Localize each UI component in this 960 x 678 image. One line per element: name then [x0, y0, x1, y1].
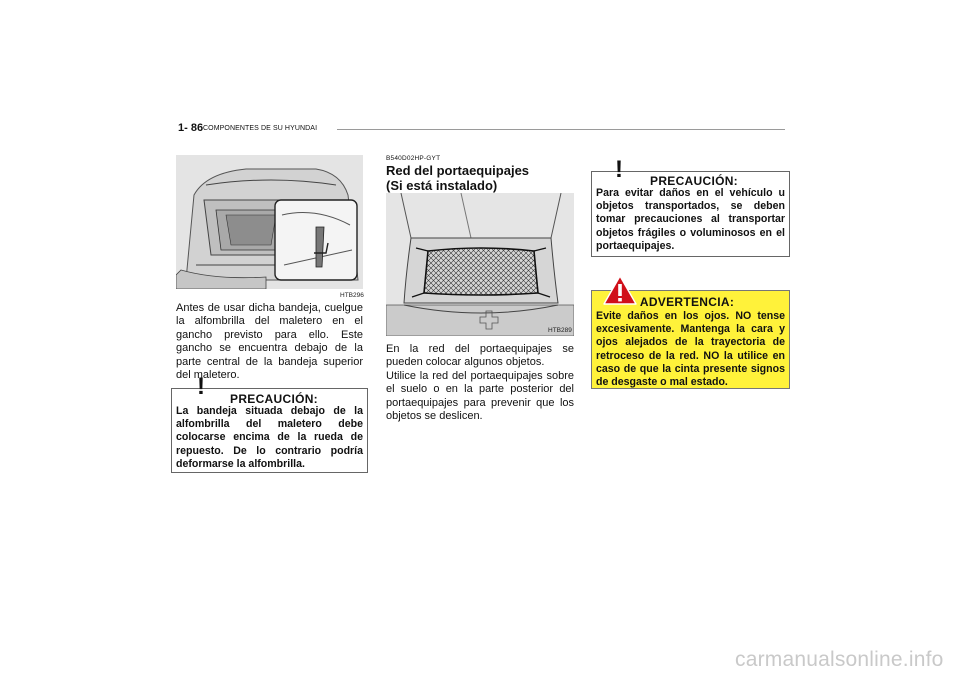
watermark: carmanualsonline.info — [735, 648, 944, 671]
caution-text-fragile: Para evitar daños en el vehículo u objetos transportados, se deben tomar precauciones al transportar objetos frágiles o voluminosos en el portaequipajes. — [596, 187, 785, 252]
warning-text: Evite daños en los ojos. NO tense excesivamente. Mantenga la cara y ojos alejados de la trayectoria de retroceso de la red. NO la utilice en caso de que la cinta presente signos de desgaste o mal estado. — [596, 310, 785, 389]
figure-code-htb289: HTB289 — [548, 327, 572, 334]
tray-paragraph-text: Antes de usar dicha bandeja, cuelgue la alfombrilla del maletero en el gancho previsto para ello. Este gancho se encuentra debajo de la parte central de la bandeja superior del maletero. — [176, 302, 363, 382]
cargo-net-paragraph-2: Utilice la red del portaequipajes sobre el suelo o en la parte posterior del portaequipajes para prevenir que los objetos se deslicen. — [386, 369, 574, 423]
header-divider — [337, 129, 785, 130]
caution-title-fragile: PRECAUCIÓN: — [650, 174, 738, 188]
cargo-net-figure — [386, 193, 574, 336]
cargo-net-paragraph-1: En la red del portaequipajes se pueden colocar algunos objetos. — [386, 343, 574, 369]
tray-paragraph — [176, 302, 363, 382]
section-title: COMPONENTES DE SU HYUNDAI — [203, 125, 318, 132]
caution-title: PRECAUCIÓN: — [230, 392, 318, 406]
cargo-net-title-line1: Red del portaequipajes — [386, 163, 530, 178]
trunk-tray-figure — [176, 155, 363, 289]
exclamation-icon: ! — [197, 373, 205, 400]
caution-text: La bandeja situada debajo de la alfombrilla del maletero debe colocarse encima de la rueda de repuesto. De lo contrario podría deformarse la alfombrilla. — [176, 405, 363, 470]
cargo-net-illustration — [386, 193, 574, 336]
trunk-tray-illustration — [176, 155, 363, 289]
cargo-net-title-line2: (Si está instalado) — [386, 178, 498, 193]
section-code: B540D02HP-GYT — [386, 155, 441, 162]
warning-title: ADVERTENCIA: — [639, 295, 735, 309]
page-number: 1- 86 — [178, 122, 204, 134]
cargo-net-paragraph — [386, 343, 574, 423]
figure-code-htb296: HTB296 — [340, 292, 364, 299]
exclamation-icon: ! — [615, 156, 623, 183]
cargo-net-title — [386, 163, 576, 193]
